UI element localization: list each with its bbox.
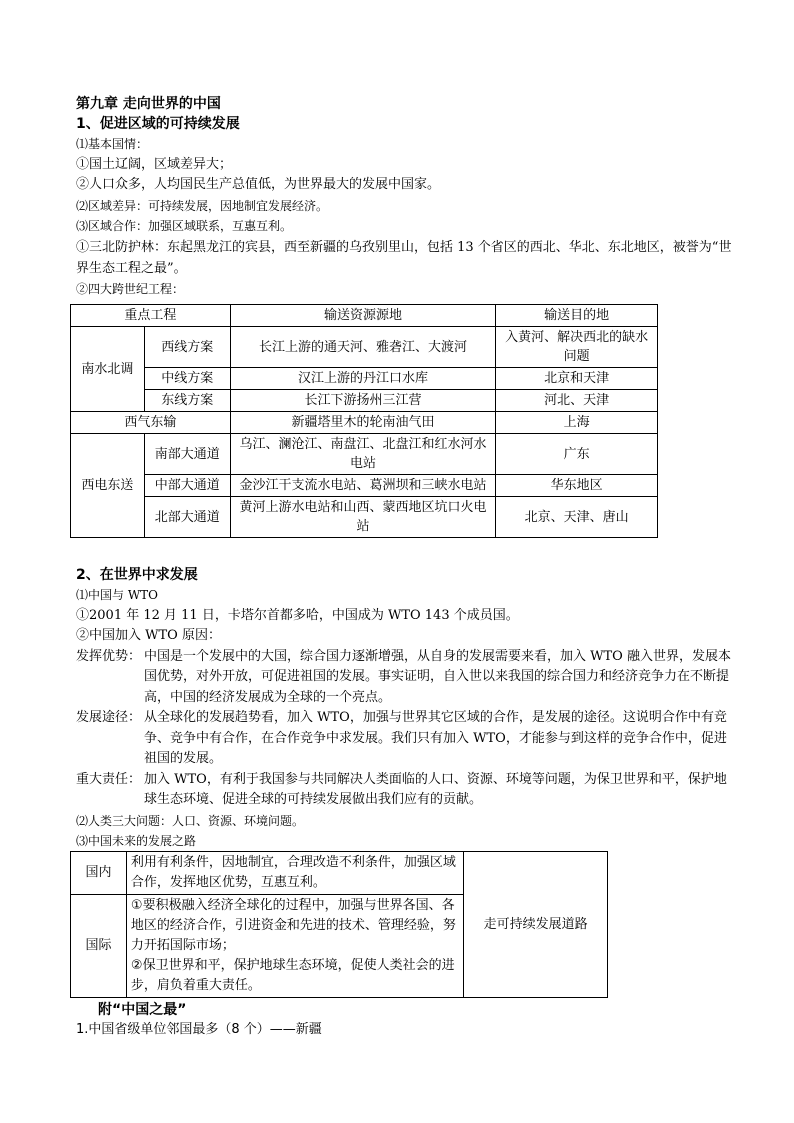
- table-row: [71, 434, 658, 475]
- text-line: ⑵人类三大问题：人口、资源、环境问题。: [76, 813, 305, 828]
- table-row: [71, 497, 658, 538]
- destination-cell: 广东: [496, 434, 658, 475]
- source-cell: 黄河上游水电站和山西、蒙西地区坑口火电站: [230, 497, 496, 538]
- intl-text-1: ①要积极融入经济全球化的过程中，加强与世界各国、各地区的经济合作，引进资金和先进的技术、管理经验，努力开拓国际市场；: [130, 898, 456, 953]
- project-group-cell: 南水北调: [71, 327, 145, 412]
- reason-label: 发挥优势：: [76, 648, 142, 664]
- text-line: ⑴基本国情：: [76, 137, 149, 151]
- destination-cell: 华东地区: [496, 475, 658, 497]
- table-header-cell: 重点工程: [71, 305, 231, 327]
- destination-cell: 北京和天津: [496, 368, 658, 390]
- route-cell: 中线方案: [144, 368, 230, 390]
- source-cell: 新疆塔里木的轮南油气田: [230, 412, 496, 434]
- appendix-item: 1.中国省级单位邻国最多（8 个）——新疆: [76, 1022, 322, 1037]
- source-cell: 长江上游的通天河、雅砻江、大渡河: [230, 327, 496, 368]
- table-row: [71, 368, 658, 390]
- chapter-title: 第九章 走向世界的中国: [76, 96, 221, 112]
- route-cell: 中部大通道: [144, 475, 230, 497]
- reason-item: [76, 708, 736, 770]
- section-1-title: 1、促进区域的可持续发展: [76, 116, 240, 132]
- route-cell: 东线方案: [144, 390, 230, 412]
- text-line: ②中国加入 WTO 原因：: [76, 628, 221, 643]
- text-line: ⑵区域差异：可持续发展，因地制宜发展经济。: [76, 198, 329, 213]
- destination-cell: 北京、天津、唐山: [496, 497, 658, 538]
- route-cell: 南部大通道: [144, 434, 230, 475]
- text-paragraph: ①三北防护林：东起黑龙江的宾县，西至新疆的乌孜别里山，包括 13 个省区的西北、华北、东北地区，被誉为“世界生态工程之最”。: [76, 239, 732, 276]
- scope-text-cell: [126, 895, 463, 998]
- source-cell: 金沙江干支流水电站、葛洲坝和三峡水电站: [230, 475, 496, 497]
- destination-cell: 河北、天津: [496, 390, 658, 412]
- section-2: [76, 565, 736, 852]
- projects-table: [70, 304, 658, 538]
- source-cell: 汉江上游的丹江口水库: [230, 368, 496, 390]
- reason-label: 发展途径：: [76, 710, 142, 725]
- appendix: [76, 1000, 736, 1041]
- source-cell: 乌江、澜沧江、南盘江、北盘江和红水河水电站: [230, 434, 496, 475]
- reason-item: [76, 770, 736, 811]
- route-cell: 北部大通道: [144, 497, 230, 538]
- project-group-cell: 西气东输: [71, 412, 231, 434]
- project-group-cell: 西电东送: [71, 434, 145, 538]
- destination-cell: 入黄河、解决西北的缺水问题: [496, 327, 658, 368]
- route-cell: 西线方案: [144, 327, 230, 368]
- text-line: ⑴中国与 WTO: [76, 588, 158, 602]
- text-line: ①2001 年 12 月 11 日，卡塔尔首都多哈，中国成为 WTO 143 个成员国。: [76, 607, 519, 623]
- table-header-cell: 输送目的地: [496, 305, 658, 327]
- reason-text: 中国是一个发展中的大国，综合国力逐渐增强，从自身的发展需要来看，加入 WTO 融入世界，发展本国优势，对外开放，可促进祖国的发展。事实证明，自入世以来我国的综合国力和经济竞争力在不断提高，中国的经济发展成为全球的一个亮点。: [144, 648, 731, 705]
- table-header-cell: 输送资源源地: [230, 305, 496, 327]
- result-cell: 走可持续发展道路: [464, 852, 608, 998]
- text-line: ⑶区域合作：加强区域联系，互惠互利。: [76, 219, 293, 233]
- reason-item: [76, 647, 736, 709]
- table-row: [71, 475, 658, 497]
- text-line: ②四大跨世纪工程：: [76, 281, 185, 296]
- destination-cell: 上海: [496, 412, 658, 434]
- page-body: [76, 95, 736, 299]
- scope-label-cell: 国内: [71, 852, 127, 895]
- source-cell: 长江下游扬州三江营: [230, 390, 496, 412]
- reason-text: 从全球化的发展趋势看，加入 WTO，加强与世界其它区域的合作，是发展的途径。这说明合作中有竞争、竞争中有合作，在合作竞争中求发展。我们只有加入 WTO，才能参与到这样的竞争合作中，促进祖国的发展。: [144, 710, 727, 766]
- table-header-row: [71, 305, 658, 327]
- section-2-title: 2、在世界中求发展: [76, 567, 198, 583]
- scope-text-cell: 利用有利条件，因地制宜，合理改造不利条件，加强区域合作，发挥地区优势，互惠互利。: [126, 852, 463, 895]
- reason-label: 重大责任：: [76, 771, 142, 787]
- table-row: [71, 412, 658, 434]
- intl-text-2: ②保卫世界和平，保护地球生态环境，促使人类社会的进步，肩负着重大责任。: [130, 958, 455, 993]
- scope-label-cell: 国际: [71, 895, 127, 998]
- table-row: [71, 327, 658, 368]
- text-line: ①国土辽阔，区域差异大；: [76, 156, 233, 172]
- text-line: ②人口众多，人均国民生产总值低，为世界最大的发展中国家。: [76, 177, 441, 192]
- table-row: [71, 390, 658, 412]
- future-path-table: [70, 851, 608, 998]
- reason-text: 加入 WTO，有利于我国参与共同解决人类面临的人口、资源、环境等问题，为保卫世界和平，保护地球生态环境、促进全球的可持续发展做出我们应有的贡献。: [144, 771, 727, 807]
- appendix-title: 附“中国之最”: [98, 1002, 187, 1018]
- text-line: ⑶中国未来的发展之路: [76, 834, 197, 848]
- table-row: [71, 852, 608, 895]
